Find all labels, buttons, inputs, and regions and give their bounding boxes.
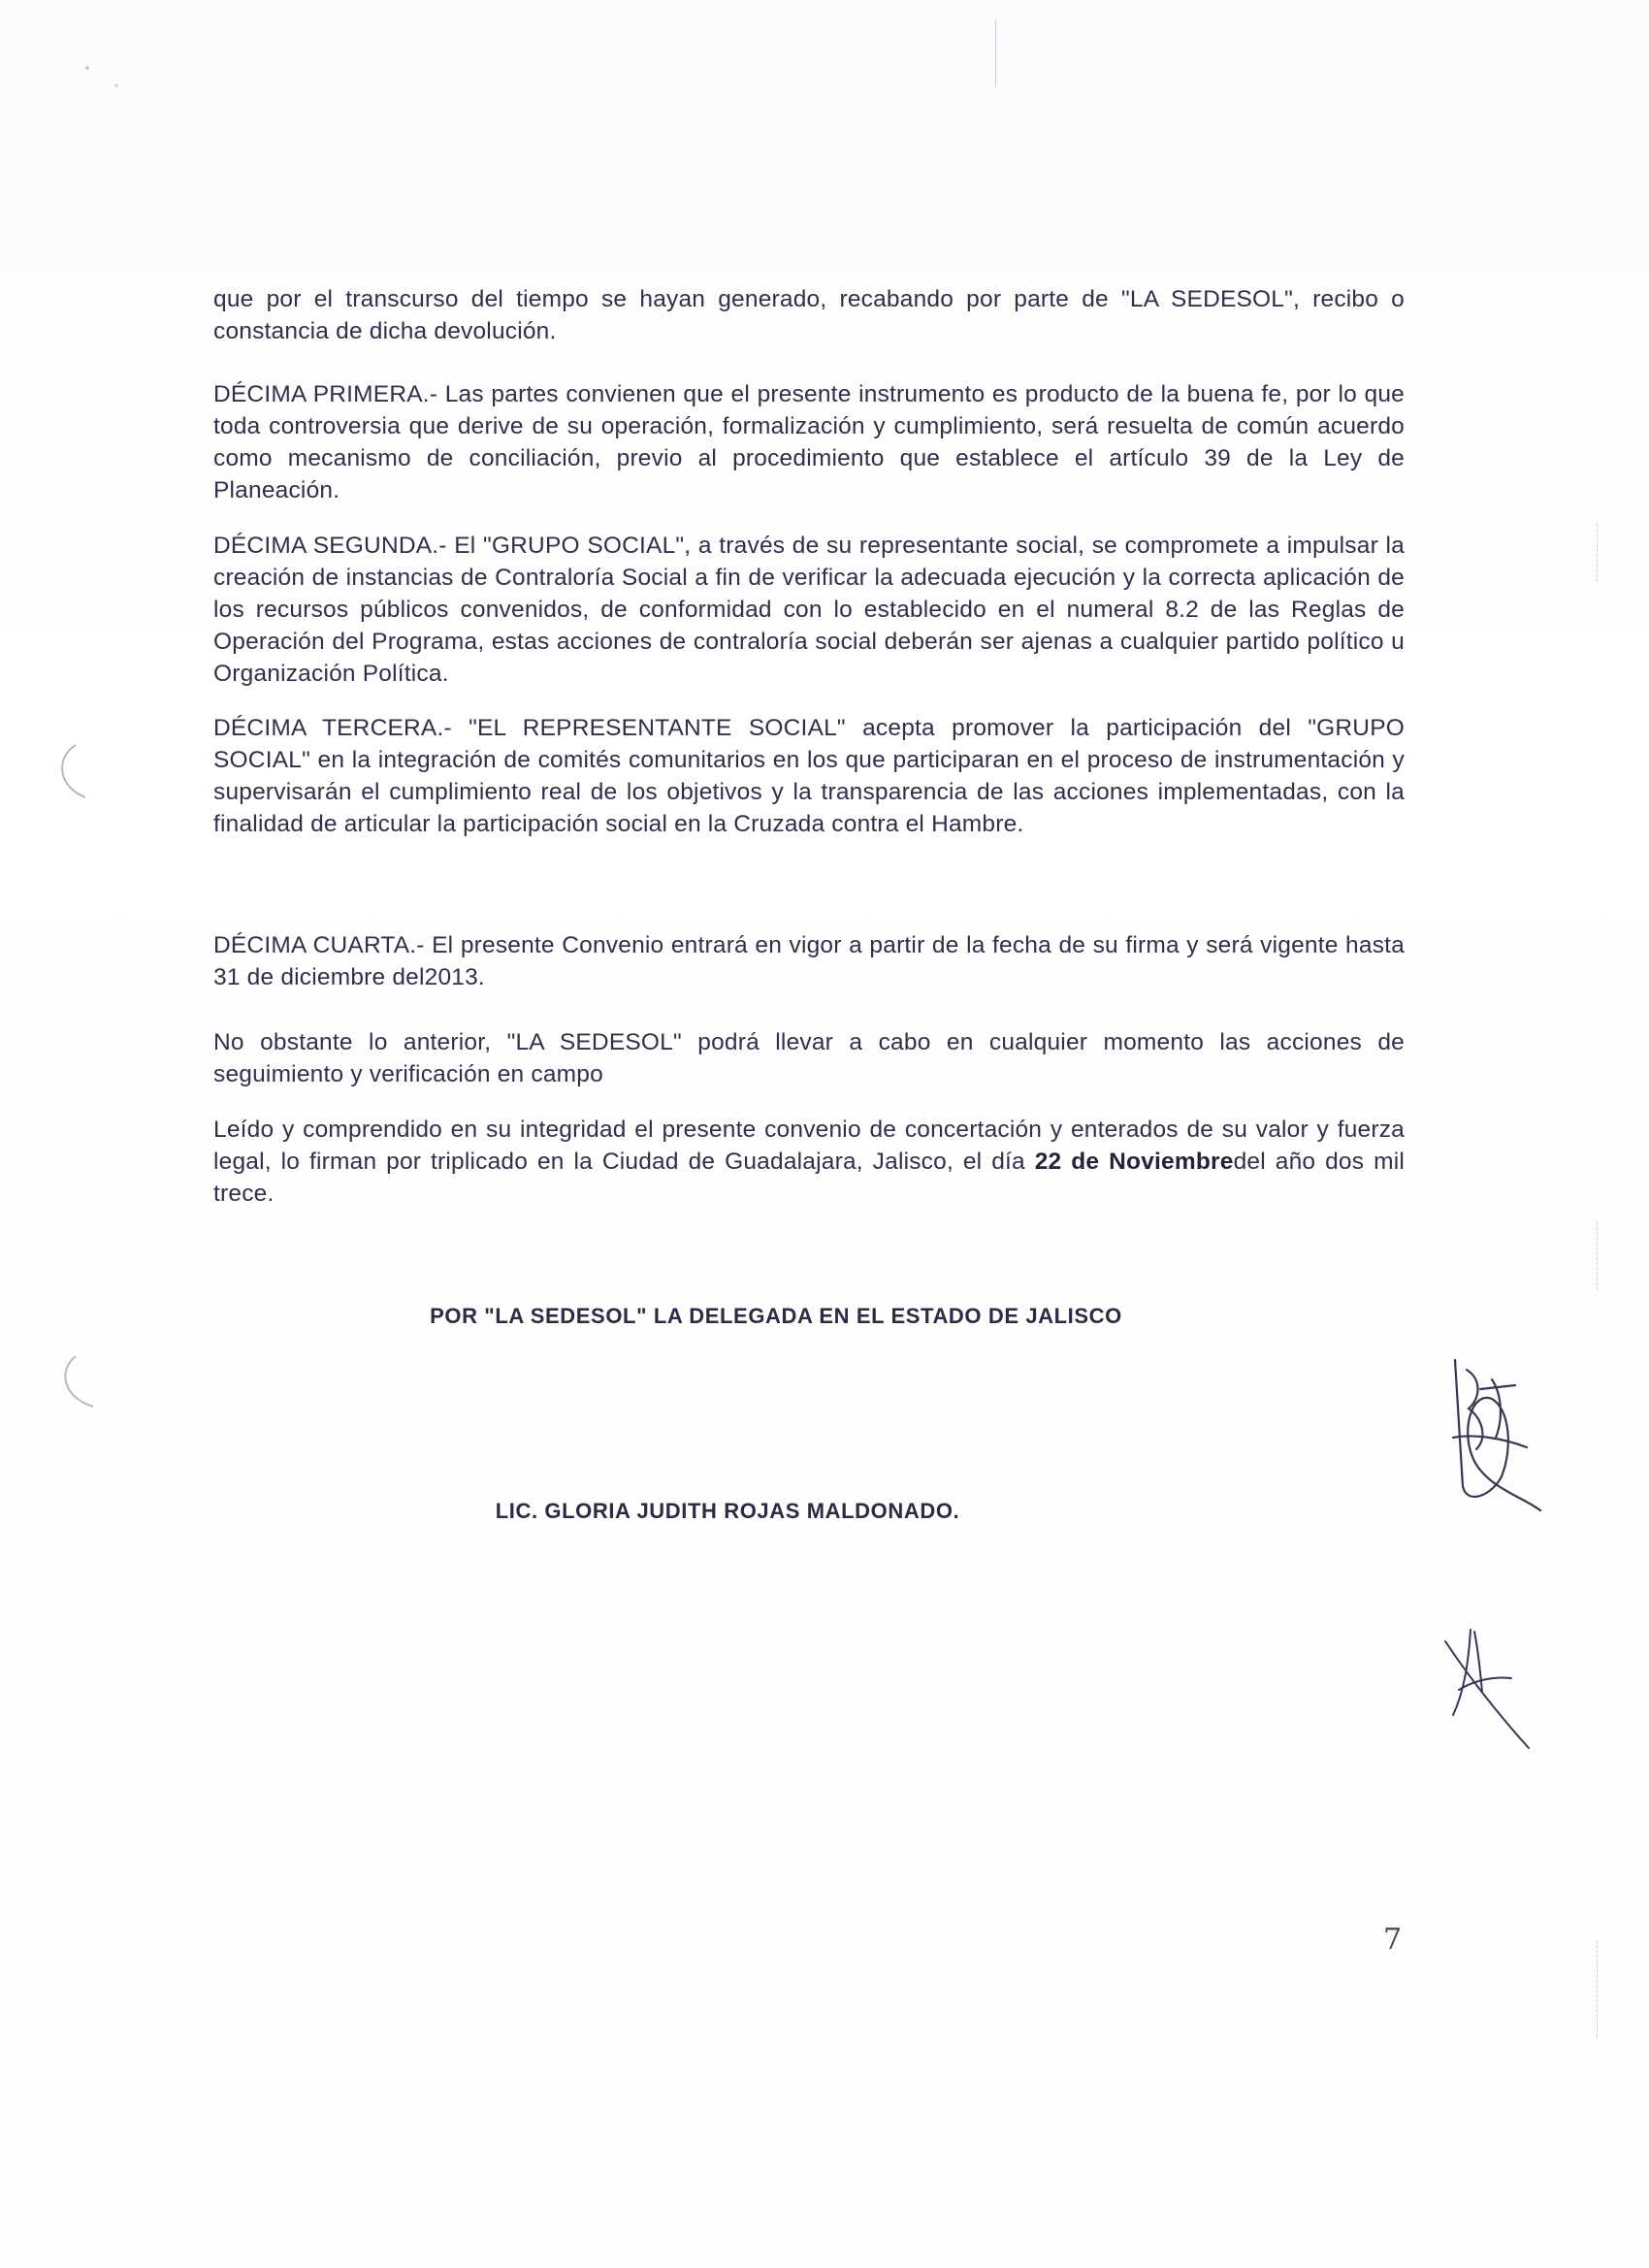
signatory-name: LIC. GLORIA JUDITH ROJAS MALDONADO. (495, 1499, 960, 1523)
closing-text-start: Leído y comprendido en su integridad el presente convenio de concertación y enterados de su valor y fuerza legal, lo firman por triplicado en la Ciudad de Guadalajara, Jalisco, el día (213, 1117, 1405, 1175)
clause-decima-tercera (213, 712, 1405, 840)
clause-decima-segunda (213, 530, 1405, 690)
punch-hole-mark-bottom (50, 1348, 109, 1416)
paragraph-text (213, 1114, 1405, 1210)
paragraph-text: DÉCIMA TERCERA.- "EL REPRESENTANTE SOCIAL" acepta promover la participación del "GRUPO SOCIAL" en la integración de comités comunitarios en los que participaran en el proceso de instrumentación y supervisarán el cumplimiento real de los objetivos y la transparencia de las acciones implementadas, con la finalidad de articular la participación social en la Cruzada contra el Hambre. (213, 715, 1405, 837)
edge-dash-right-3 (1597, 1940, 1599, 2037)
scan-dots (78, 58, 136, 97)
paragraph-text: que por el transcurso del tiempo se hayan generado, recabando por parte de "LA SEDESOL", recibo o constancia de dicha devolución. (213, 286, 1405, 344)
signature-caption: POR "LA SEDESOL" LA DELEGADA EN EL ESTADO DE JALISCO (430, 1304, 1122, 1328)
initials-mark (1436, 1622, 1542, 1758)
edge-dash-right-1 (1597, 524, 1599, 582)
paragraph-text: DÉCIMA CUARTA.- El presente Convenio entrará en vigor a partir de la fecha de su firma y será vigente hasta 31 de diciembre del2013. (213, 932, 1405, 990)
page-number: 7 (1383, 1923, 1403, 1957)
signature-mark (1434, 1341, 1560, 1525)
paragraph-text: DÉCIMA SEGUNDA.- El "GRUPO SOCIAL", a través de su representante social, se compromete a impulsar la creación de instancias de Contraloría Social a fin de verificar la adecuada ejecución y la correcta aplicación de los recursos públicos convenidos, de conformidad con lo establecido en el numeral 8.2 de las Reglas de Operación del Programa, estas acciones de contraloría social deberán ser ajenas a cualquier partido político u Organización Política. (213, 533, 1405, 687)
paragraph-closing (213, 1114, 1405, 1210)
edge-dash-right-2 (1597, 1222, 1599, 1290)
paragraph-seguimiento (213, 1026, 1405, 1090)
clause-decima-cuarta (213, 929, 1405, 993)
fold-line-top (995, 19, 996, 87)
clause-decima-primera (213, 378, 1405, 506)
punch-hole-mark-top (47, 737, 105, 805)
closing-text-end: del año dos mil trece. (213, 1149, 1405, 1207)
closing-date: 22 de Noviembre (1034, 1149, 1234, 1175)
paragraph-continuation (213, 283, 1405, 347)
paragraph-text: No obstante lo anterior, "LA SEDESOL" podrá llevar a cabo en cualquier momento las acciones de seguimiento y verificación en campo (213, 1029, 1405, 1087)
paragraph-text: DÉCIMA PRIMERA.- Las partes convienen que el presente instrumento es producto de la buena fe, por lo que toda controversia que derive de su operación, formalización y cumplimiento, será resuelta de común acuerdo como mecanismo de conciliación, previo al procedimiento que establece el artículo 39 de la Ley de Planeación. (213, 381, 1405, 503)
